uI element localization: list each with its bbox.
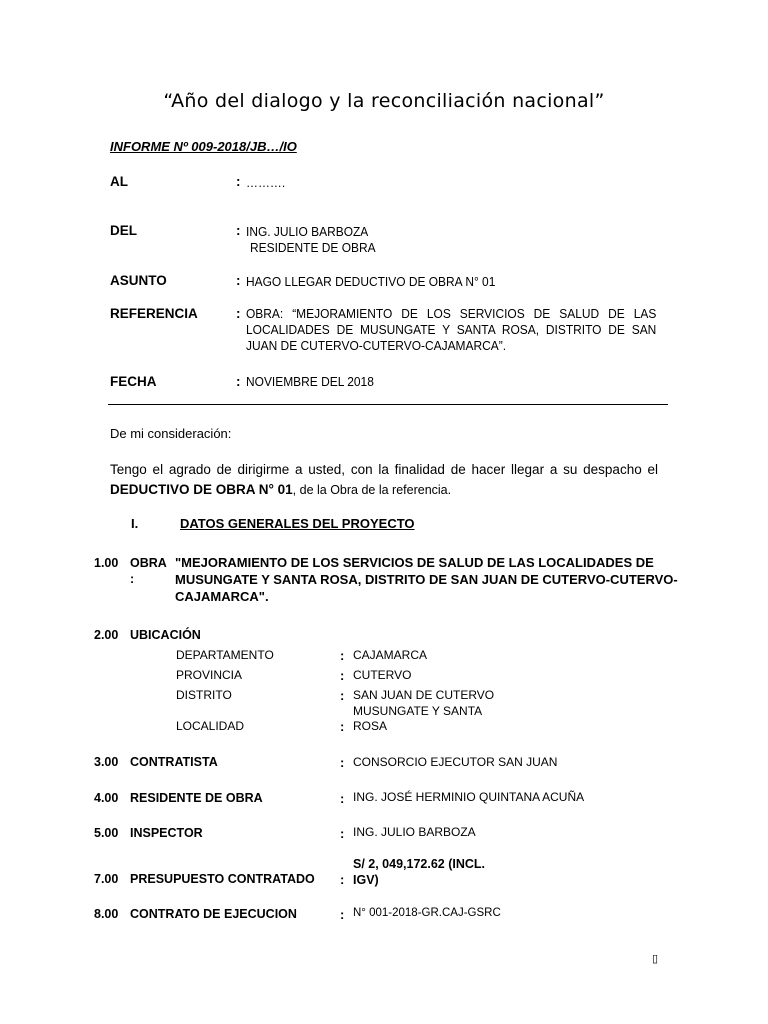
item-contratista-colon: : [340,755,345,770]
item-residente-value: ING. JOSÉ HERMINIO QUINTANA ACUÑA [353,790,585,804]
al-label: AL [110,174,128,189]
item-contrato-num: 8.00 [94,907,119,921]
intro-paragraph [110,460,658,500]
referencia-colon: : [236,306,241,321]
item-inspector-value: ING. JULIO BARBOZA [353,825,476,839]
del-value-role: RESIDENTE DE OBRA [250,240,376,255]
del-value-name: ING. JULIO BARBOZA [246,224,369,239]
item-presupuesto-value-line2: IGV) [353,873,379,887]
item-contratista-label: CONTRATISTA [130,755,218,769]
item-residente-colon: : [340,791,345,806]
al-colon: : [236,174,241,189]
item-presupuesto-num: 7.00 [94,872,119,886]
del-colon: : [236,223,241,238]
provincia-label: PROVINCIA [176,668,243,682]
distrito-value: SAN JUAN DE CUTERVO [353,688,495,702]
referencia-label: REFERENCIA [110,306,198,321]
item-residente-num: 4.00 [94,791,119,805]
item-inspector-label: INSPECTOR [130,826,203,840]
header-divider [108,404,668,405]
fecha-value: NOVIEMBRE DEL 2018 [246,374,374,389]
item-inspector-colon: : [340,826,345,841]
item-residente-label: RESIDENTE DE OBRA [130,791,263,805]
localidad-label: LOCALIDAD [176,719,245,733]
fecha-colon: : [236,374,241,389]
distrito-colon: : [340,688,345,703]
localidad-value-line1: MUSUNGATE Y SANTA [353,704,483,718]
document-title: “Año del dialogo y la reconciliación nacional” [163,90,605,112]
page-mark: ▯ [652,953,659,965]
item-ubicacion-label: UBICACIÓN [130,628,201,642]
intro-bold: DEDUCTIVO DE OBRA N° 01 [110,482,293,497]
asunto-colon: : [236,273,241,288]
al-value: ………. [246,175,286,190]
localidad-value-line2: ROSA [353,719,388,733]
item-contratista-num: 3.00 [94,755,119,769]
item-presupuesto-label: PRESUPUESTO CONTRATADO [130,872,315,886]
item-obra-num: 1.00 [94,556,119,570]
item-inspector-num: 5.00 [94,826,119,840]
item-contrato-value: N° 001-2018-GR.CAJ-GSRC [353,907,501,919]
intro-lead: Tengo el agrado de dirigirme a usted, con la finalidad de hacer llegar a su despacho el [110,462,658,477]
item-obra-colon: : [130,572,135,586]
del-label: DEL [110,223,137,238]
provincia-value: CUTERVO [353,668,412,682]
departamento-label: DEPARTAMENTO [176,648,274,662]
item-contrato-colon: : [340,907,345,922]
asunto-label: ASUNTO [110,273,167,288]
item-presupuesto-colon: : [340,872,345,887]
asunto-value: HAGO LLEGAR DEDUCTIVO DE OBRA N° 01 [246,274,496,289]
section-number: I. [131,516,139,531]
item-ubicacion-num: 2.00 [94,628,119,642]
item-obra-value: "MEJORAMIENTO DE LOS SERVICIOS DE SALUD DE LAS LOCALIDADES DE MUSUNGATE Y SANTA ROSA, DISTRITO DE SAN JUAN DE CUTERVO-CUTERVO-CAJAMARCA". [175,555,678,604]
localidad-colon: : [340,719,345,734]
intro-tail: , de la Obra de la referencia. [292,483,452,497]
departamento-value: CAJAMARCA [353,648,428,662]
fecha-label: FECHA [110,374,157,389]
item-contrato-label: CONTRATO DE EJECUCION [130,907,297,921]
item-contratista-value: CONSORCIO EJECUTOR SAN JUAN [353,755,558,769]
greeting: De mi consideración: [110,426,232,441]
informe-number: INFORME Nº 009-2018/JB…/IO [110,139,297,154]
item-obra-label: OBRA [130,556,167,570]
referencia-value: OBRA: “MEJORAMIENTO DE LOS SERVICIOS DE SALUD DE LAS LOCALIDADES DE MUSUNGATE Y SANTA ROSA, DISTRITO DE SAN JUAN DE CUTERVO-CUTERVO-CAJAMARCA”. [246,306,657,353]
item-presupuesto-value-line1: S/ 2, 049,172.62 (INCL. [353,857,486,871]
departamento-colon: : [340,648,345,663]
provincia-colon: : [340,668,345,683]
distrito-label: DISTRITO [176,688,232,702]
section-title: DATOS GENERALES DEL PROYECTO [180,516,415,531]
